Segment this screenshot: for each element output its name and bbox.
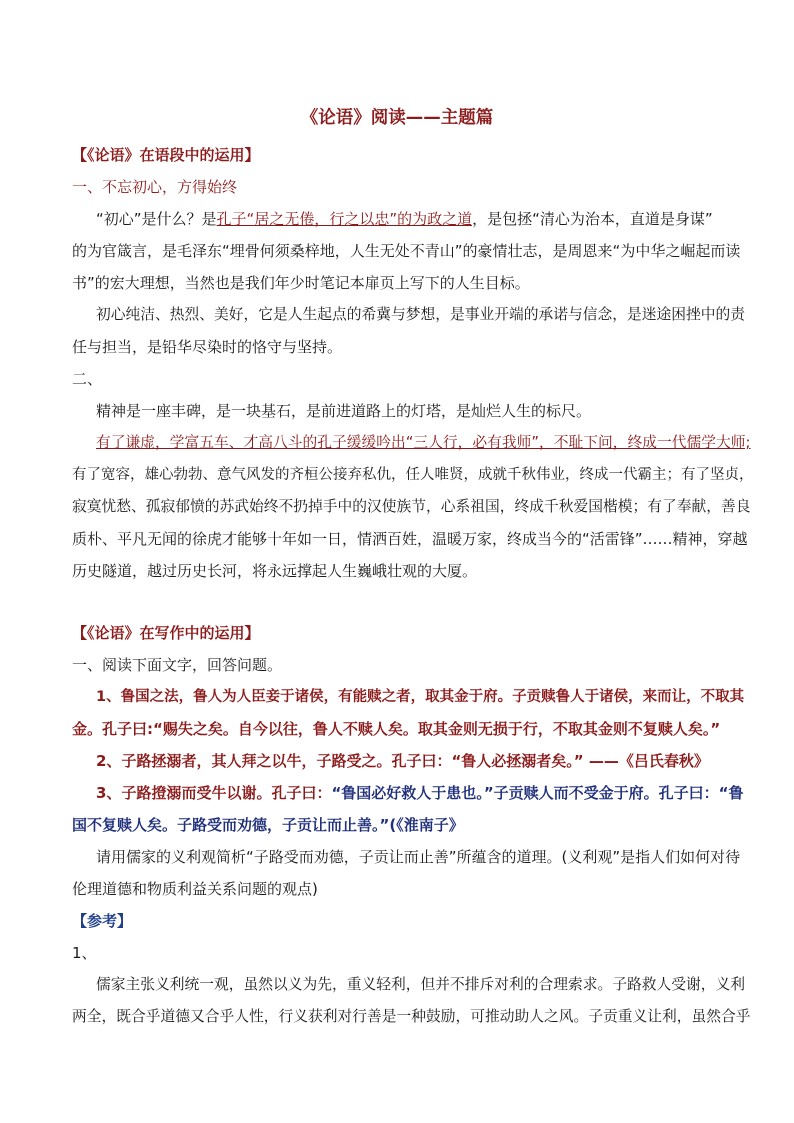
source-citation: ——《吕氏春秋》 <box>588 752 709 770</box>
reference-label: 【参考】 <box>72 912 133 930</box>
task-line-2: 伦理道德和物质利益关系问题的观点) <box>72 880 318 898</box>
answer-line-2: 两全，既合乎道德又合乎人性，行义获利对行善是一种鼓励，可推动助人之风。子贡重义让利，虽然合乎 <box>72 1008 751 1025</box>
paragraph-4-line-2: 有了宽容，雄心勃勃、意气风发的齐桓公接弃私仇，任人唯贤，成就千秋伟业，终成一代霸主；有了坚贞， <box>72 467 754 483</box>
paragraph-2-line-2: 任与担当，是铅华尽染时的恪守与坚持。 <box>72 338 343 356</box>
text-span: 3、子路撜溺而受牛以谢。孔子曰： <box>96 784 332 802</box>
section-header-writing-use: 【《论语》在写作中的运用】 <box>72 624 260 642</box>
paragraph-4-line-5: 历史隧道，越过历史长河，将永远撑起人生巍峨壮观的大厦。 <box>72 562 478 580</box>
paragraph-4-line-4: 质朴、平凡无闻的徐虎才能够十年如一日，情洒百姓，温暖万家，终成当今的“活雷锋”……精神，穿越 <box>72 530 748 548</box>
item-heading-read: 一、阅读下面文字，回答问题。 <box>72 656 283 674</box>
question-3-line-2: 国不复赎人矣。子路受而劝德，子贡让而止善。”(《淮南子》 <box>72 816 464 834</box>
text-span: “初心”是什么？是 <box>96 210 217 228</box>
paragraph-3-line-1: 精神是一座丰碑，是一块基石，是前进道路上的灯塔，是灿烂人生的标尺。 <box>96 402 592 420</box>
item-heading-1: 一、不忘初心，方得始终 <box>72 178 238 196</box>
paragraph-1-line-3: 书”的宏大理想，当然也是我们年少时笔记本扉页上写下的人生目标。 <box>72 274 530 292</box>
document-title: 《论语》阅读——主题篇 <box>300 108 494 128</box>
underlined-quote: 孔子“居之无倦，行之以忠”的为政之道 <box>216 210 473 228</box>
paragraph-4-line-1: 有了谦虚，学富五车、才高八斗的孔子缓缓吟出“三人行，必有我师”，不耻下问，终成一代儒学大师; <box>96 434 751 451</box>
paragraph-1-line-2: 的为官箴言，是毛泽东“埋骨何须桑梓地，人生无处不青山”的豪情壮志，是周恩来“为中华之崛起而读 <box>72 242 741 260</box>
text-span: ，是包拯“清心为治本，直道是身谋” <box>472 210 713 228</box>
question-3-line-1 <box>96 783 744 803</box>
question-1-line-2: 金。孔子曰:“赐失之矣。自今以往，鲁人不赎人矣。取其金则无损于行，不取其金则不复赎人矣。” <box>72 720 721 738</box>
text-span: “鲁人必拯溺者矣。” <box>451 752 584 770</box>
paragraph-4-line-3: 寂寞忧愁、孤寂郁愤的苏武始终不扔掉手中的汉使族节，心系祖国，终成千秋爱国楷模；有了奉献，善良 <box>72 498 751 515</box>
task-line-1: 请用儒家的义利观简析“子路受而劝德，子贡让而止善”所蕴含的道理。(义利观”是指人们如何对待 <box>96 848 741 866</box>
item-heading-2: 二、 <box>72 370 103 388</box>
paragraph-2-line-1: 初心纯洁、热烈、美好，它是人生起点的希冀与梦想，是事业开端的承诺与信念，是迷途困挫中的责 <box>96 306 745 323</box>
paragraph-1-line-1 <box>96 209 713 229</box>
text-span: “鲁国必好救人于患也。”子贡赎人而不受金于府。孔子曰：“鲁 <box>331 784 744 802</box>
question-1-line-1: 1、鲁国之法，鲁人为人臣妾于诸侯，有能赎之者，取其金于府。子贡赎鲁人于诸侯，来而让，不取其 <box>96 689 745 705</box>
answer-line-1: 儒家主张义利统一观，虽然以义为先，重义轻利，但并不排斥对利的合理索求。子路救人受谢，义利 <box>96 976 745 993</box>
section-header-paragraph-use: 【《论语》在语段中的运用】 <box>72 146 260 164</box>
text-span: 2、子路拯溺者，其人拜之以牛，子路受之。孔子曰： <box>96 752 452 770</box>
question-2-line <box>96 751 709 771</box>
answer-number: 1、 <box>72 944 97 962</box>
